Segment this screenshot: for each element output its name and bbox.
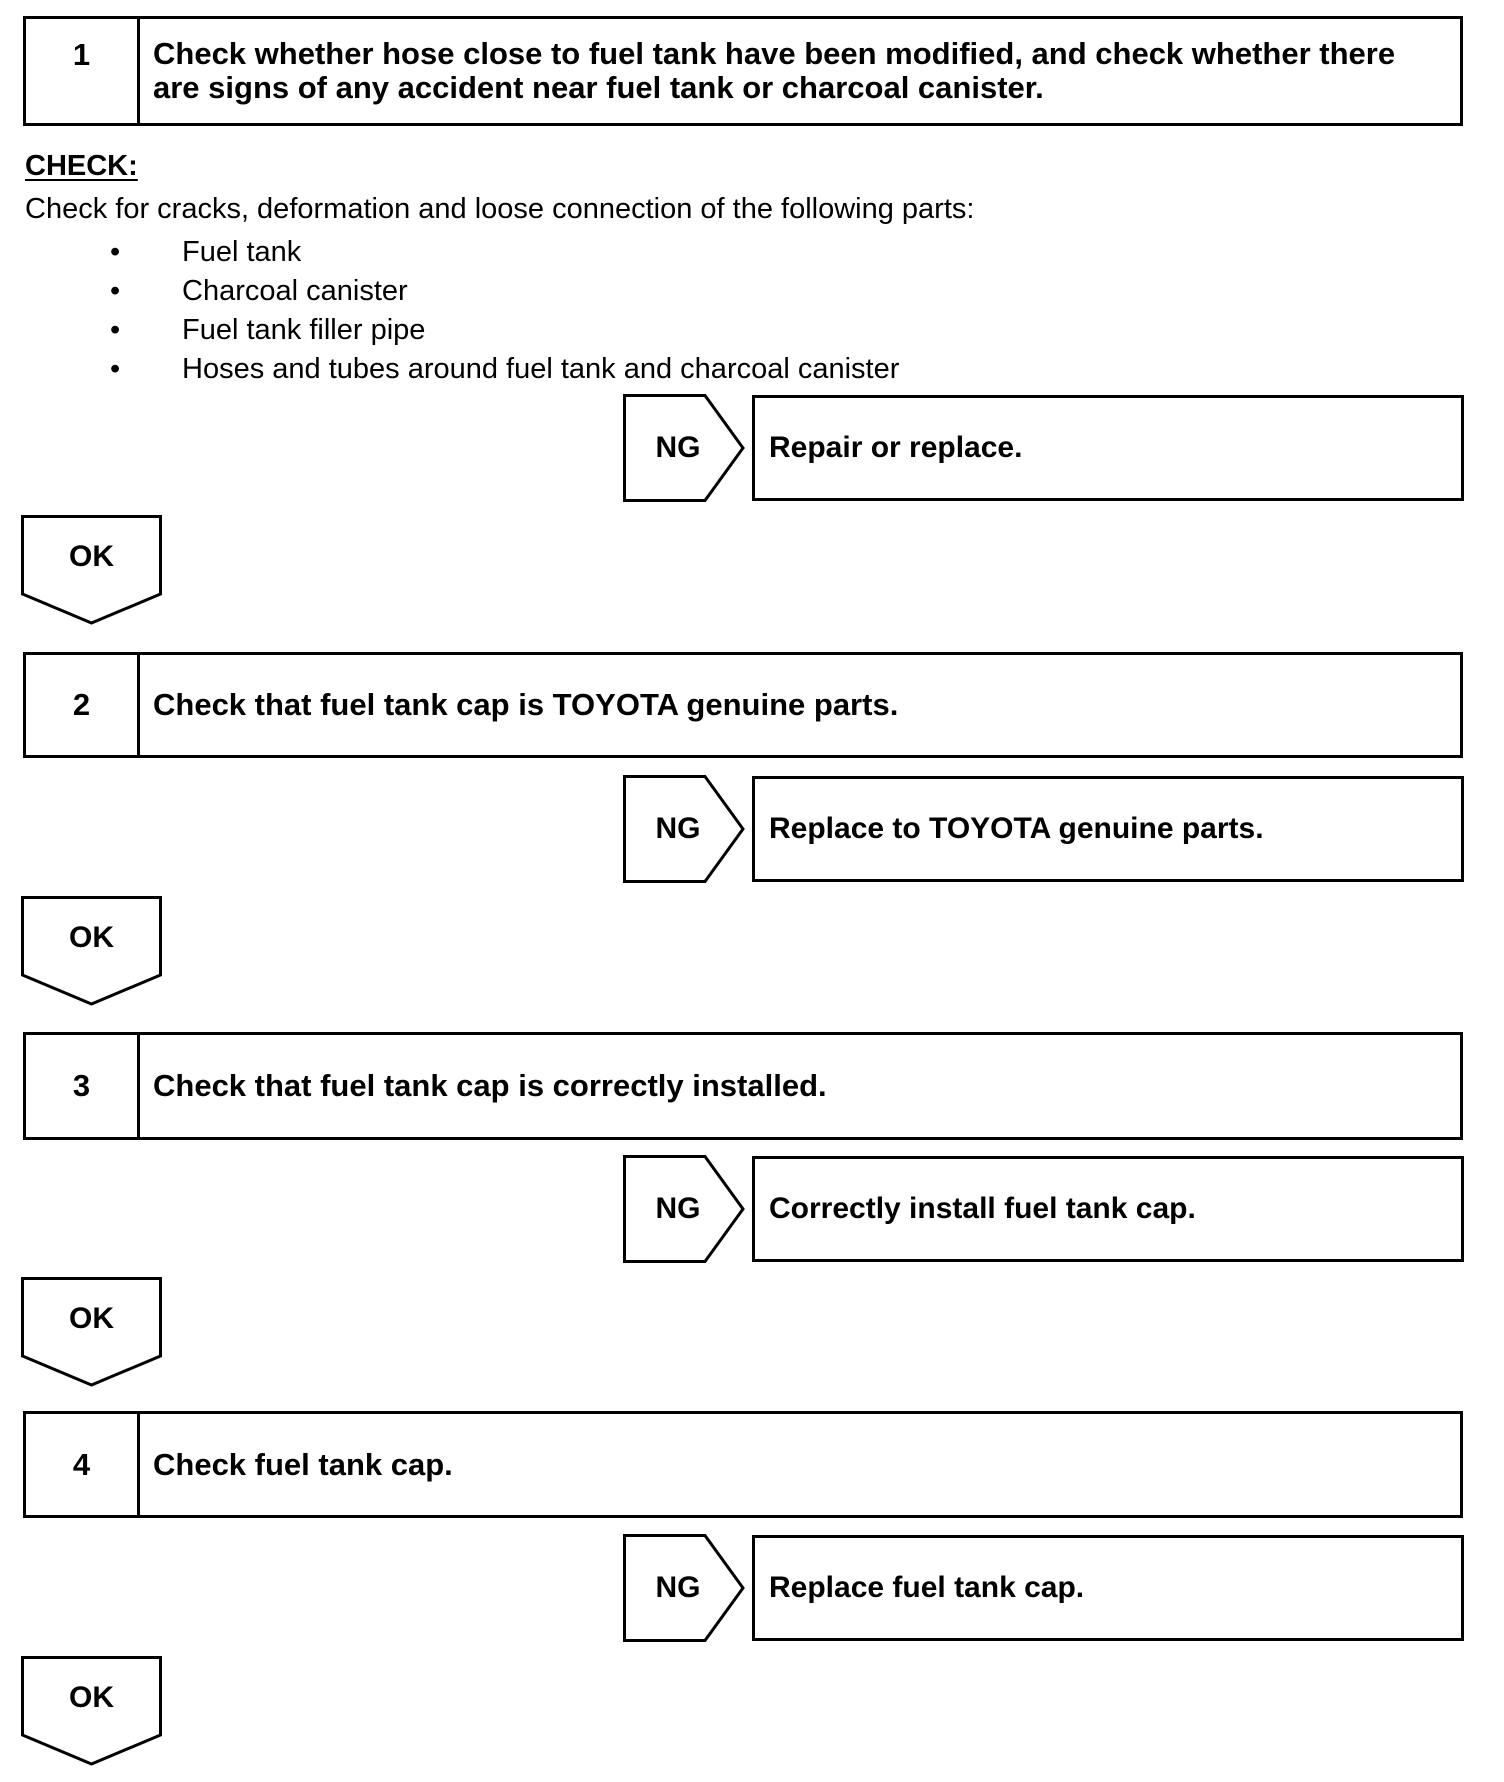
- step-2-box: [23, 652, 1463, 758]
- ng-action-4: Replace fuel tank cap.: [752, 1535, 1464, 1641]
- list-item-text: Fuel tank: [182, 236, 302, 268]
- ng-label-1: NG: [655, 431, 701, 464]
- step-3-number: 3: [26, 1035, 140, 1137]
- list-item-text: Fuel tank filler pipe: [182, 314, 426, 346]
- list-item: [110, 272, 899, 311]
- bullet: •: [110, 236, 121, 268]
- step-3-box: [23, 1032, 1463, 1140]
- step-1-text: Check whether hose close to fuel tank have been modified, and check whether there are signs of any accident near fuel tank or charcoal canister.: [153, 36, 1396, 105]
- step-4-number: 4: [26, 1414, 140, 1515]
- step-1-box: [23, 16, 1463, 126]
- bullet: •: [110, 314, 121, 346]
- step-4-box: [23, 1411, 1463, 1518]
- check-description: Check for cracks, deformation and loose connection of the following parts:: [25, 193, 975, 225]
- ok-label-3: OK: [69, 1302, 114, 1335]
- list-item: [110, 350, 899, 389]
- ok-label-4: OK: [69, 1681, 114, 1714]
- ok-label-1: OK: [69, 540, 114, 573]
- list-item-text: Charcoal canister: [182, 275, 408, 307]
- step-1-number: 1: [26, 19, 140, 123]
- ng-action-1: Repair or replace.: [752, 395, 1464, 501]
- ng-label-2: NG: [655, 812, 701, 845]
- list-item: [110, 311, 899, 350]
- ng-action-2: Replace to TOYOTA genuine parts.: [752, 776, 1464, 882]
- step-2-number: 2: [26, 655, 140, 755]
- check-heading: CHECK:: [25, 150, 138, 182]
- step-4-text: Check fuel tank cap.: [153, 1446, 453, 1482]
- ng-label-3: NG: [655, 1192, 701, 1225]
- list-item-text: Hoses and tubes around fuel tank and charcoal canister: [182, 353, 900, 385]
- bullet: •: [110, 353, 121, 385]
- bullet: •: [110, 275, 121, 307]
- list-item: [110, 233, 899, 272]
- ng-action-3: Correctly install fuel tank cap.: [752, 1156, 1464, 1262]
- check-parts-list: [110, 233, 899, 389]
- ok-label-2: OK: [69, 921, 114, 954]
- step-2-text: Check that fuel tank cap is TOYOTA genuine parts.: [153, 687, 899, 722]
- step-3-text: Check that fuel tank cap is correctly installed.: [153, 1068, 827, 1103]
- ng-label-4: NG: [655, 1571, 701, 1604]
